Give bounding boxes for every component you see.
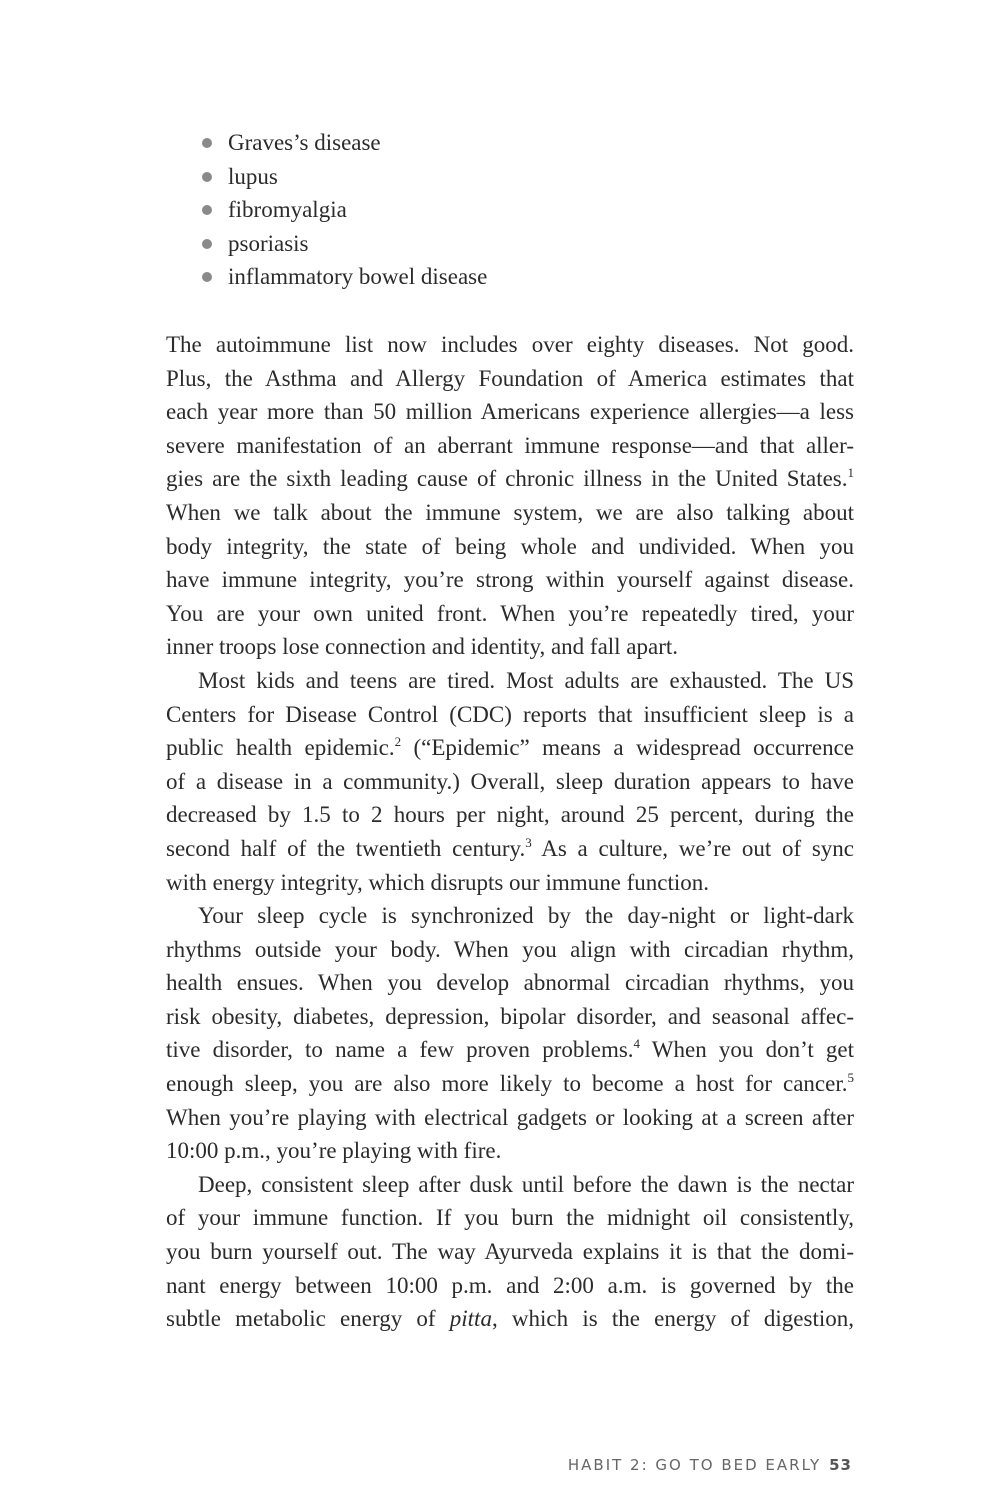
text-line: The autoimmune list now includes over eighty diseases. Not good.: [166, 332, 854, 357]
footnote-ref: 5: [847, 1070, 854, 1086]
text-line: have immune integrity, you’re strong within yourself against disease.: [166, 567, 854, 593]
list-item: [202, 193, 487, 227]
text-line: Centers for Disease Control (CDC) reports that insufficient sleep is a: [166, 701, 854, 727]
text-line: health ensues. When you develop abnormal circadian rhythms, you: [166, 970, 854, 996]
paragraph-sleep-cycle: [166, 899, 854, 1168]
text-line: decreased by 1.5 to 2 hours per night, around 25 percent, during the: [166, 802, 854, 828]
list-item-text: fibromyalgia: [228, 197, 347, 222]
list-item: [202, 227, 487, 261]
text-line: Plus, the Asthma and Allergy Foundation of America estimates that: [166, 365, 854, 391]
line-text: gies are the sixth leading cause of chronic illness in the United States.: [166, 466, 848, 492]
bullet-icon: [202, 172, 212, 182]
line-text: Deep, consistent sleep after dusk until before the dawn is the nectar: [198, 1171, 854, 1197]
text-line: [166, 1168, 854, 1202]
paragraph-deep-sleep: [166, 1168, 854, 1336]
text-line: inner troops lose connection and identity, and fall apart.: [166, 634, 679, 660]
footnote-ref: 2: [394, 734, 402, 750]
bullet-icon: [202, 138, 212, 148]
line-text: public health epidemic.: [166, 735, 395, 761]
list-item: [202, 160, 487, 194]
text-line: [166, 731, 854, 765]
line-text: second half of the twentieth century.: [166, 835, 526, 861]
line-text: When you don’t get: [640, 1037, 854, 1063]
text-line: [166, 1033, 854, 1067]
footnote-ref: 4: [633, 1036, 641, 1052]
text-line: [166, 462, 854, 496]
text-line: When you’re playing with electrical gadgets or looking at a screen after: [166, 1104, 854, 1130]
text-line: each year more than 50 million Americans experience allergies—a less: [166, 399, 854, 425]
line-text: tive disorder, to name a few proven problems.: [166, 1037, 634, 1063]
page-number: 53: [829, 1456, 852, 1474]
line-text: subtle metabolic energy of: [166, 1306, 450, 1332]
body-text: [166, 328, 854, 1336]
text-line: body integrity, the state of being whole and undivided. When you: [166, 533, 854, 559]
line-text: enough sleep, you are also more likely to become a host for cancer.: [166, 1071, 848, 1097]
text-line: [166, 664, 854, 698]
footnote-ref: 3: [525, 834, 532, 850]
paragraph-tired: [166, 664, 854, 899]
list-item-text: inflammatory bowel disease: [228, 264, 488, 289]
bullet-icon: [202, 205, 212, 215]
disease-bullet-list: [202, 126, 487, 294]
text-line: of your immune function. If you burn the midnight oil consistently,: [166, 1205, 854, 1231]
running-head: HABIT 2: GO TO BED EARLY: [567, 1456, 822, 1474]
line-text: Most kids and teens are tired. Most adults are exhausted. The US: [198, 667, 854, 693]
list-item-text: psoriasis: [228, 230, 309, 256]
list-item-text: lupus: [228, 163, 278, 189]
footnote-ref: 1: [847, 465, 854, 481]
text-line: risk obesity, diabetes, depression, bipolar disorder, and seasonal affec-: [166, 1003, 854, 1029]
text-line: [166, 1302, 854, 1336]
list-item-text: Graves’s disease: [228, 130, 381, 155]
line-text: As a culture, we’re out of sync: [531, 835, 854, 861]
paragraph-autoimmune: [166, 328, 854, 664]
text-line: 10:00 p.m., you’re playing with fire.: [166, 1138, 502, 1164]
text-line: severe manifestation of an aberrant immune response—and that aller-: [166, 432, 854, 458]
italic-term: pitta: [449, 1306, 492, 1332]
list-item: [202, 260, 487, 294]
text-line: of a disease in a community.) Overall, sleep duration appears to have: [166, 768, 854, 794]
text-line: with energy integrity, which disrupts our immune function.: [166, 869, 709, 895]
line-text: (“Epidemic” means a widespread occurrence: [401, 735, 855, 761]
line-text: , which is the energy of digestion,: [491, 1306, 854, 1332]
line-text: Your sleep cycle is synchronized by the day-night or light-dark: [198, 903, 854, 929]
list-item: [202, 126, 487, 160]
bullet-icon: [202, 272, 212, 282]
text-line: you burn yourself out. The way Ayurveda explains it is that the domi-: [166, 1239, 854, 1265]
running-footer: [568, 1456, 852, 1474]
text-line: You are your own united front. When you’re repeatedly tired, your: [166, 600, 854, 626]
text-line: When we talk about the immune system, we are also talking about: [166, 499, 854, 525]
text-line: [166, 832, 854, 866]
text-line: [166, 1067, 854, 1101]
text-line: rhythms outside your body. When you align with circadian rhythm,: [166, 936, 854, 962]
bullet-icon: [202, 239, 212, 249]
text-line: [166, 899, 854, 933]
text-line: nant energy between 10:00 p.m. and 2:00 a.m. is governed by the: [166, 1272, 854, 1298]
